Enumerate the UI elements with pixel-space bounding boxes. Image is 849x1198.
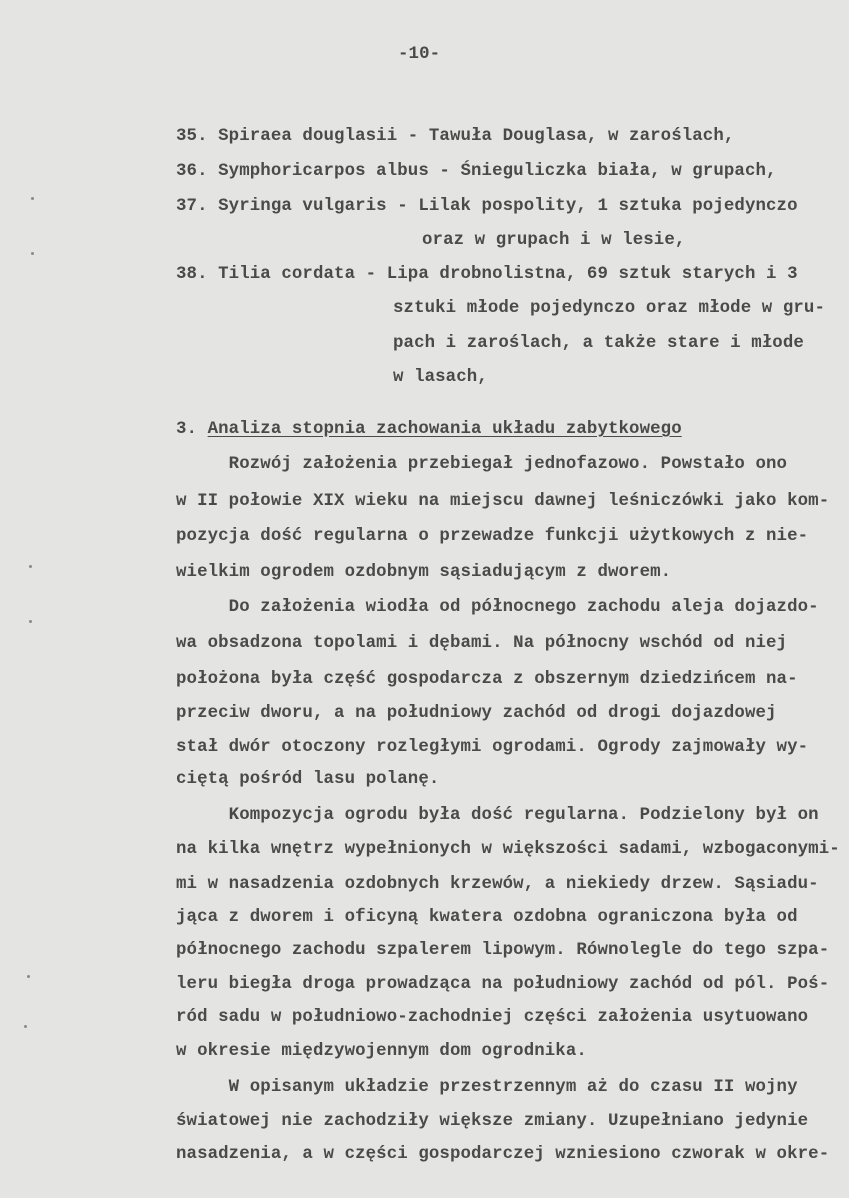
section-title: Analiza stopnia zachowania układu zabytkowego [207,420,682,439]
text-line: ród sadu w południowo-zachodniej części założenia usytuowano [176,1008,809,1027]
text-line: Kompozycja ogrodu była dość regularna. Podzielony był on [176,806,819,825]
text-line: przeciw dworu, a na południowy zachód od drogi dojazdowej [176,704,777,723]
text-line: wielkim ogrodem ozdobnym sąsiadującym z dworem. [176,563,672,582]
text-line: w II połowie XIX wieku na miejscu dawnej leśniczówki jako kom- [176,492,830,511]
margin-mark [31,252,34,255]
text-line: nasadzenia, a w części gospodarczej wzniesiono czworak w okre- [176,1145,830,1164]
list-item-continuation: pach i zaroślach, a także stare i młode [393,334,804,353]
text-line: na kilka wnętrz wypełnionych w większości sadami, wzbogaconymi- [176,840,840,859]
text-line: leru biegła droga prowadząca na południowy zachód od pól. Poś- [176,975,830,994]
list-item: 38. Tilia cordata - Lipa drobnolistna, 69 sztuk starych i 3 [176,265,798,284]
text-line: ciętą pośród lasu polanę. [176,770,440,789]
text-line: pozycja dość regularna o przewadze funkcji użytkowych z nie- [176,527,809,546]
text-line: jąca z dworem i oficyną kwatera ozdobna ograniczona była od [176,908,798,927]
list-item: 37. Syringa vulgaris - Lilak pospolity, 1 sztuka pojedynczo [176,197,798,216]
text-line: stał dwór otoczony rozległymi ogrodami. Ogrody zajmowały wy- [176,738,809,757]
margin-mark [27,975,30,978]
margin-mark [29,565,32,568]
text-line: Do założenia wiodła od północnego zachodu aleja dojazdo- [176,598,819,617]
text-line: światowej nie zachodziły większe zmiany. Uzupełniano jedynie [176,1112,809,1131]
text-line: mi w nasadzenia ozdobnych krzewów, a niekiedy drzew. Sąsiadu- [176,875,819,894]
text-line: położona była część gospodarcza z obszernym dziedzińcem na- [176,670,798,689]
margin-mark [24,1025,27,1028]
text-line: w okresie międzywojennym dom ogrodnika. [176,1042,587,1061]
list-item: 36. Symphoricarpos albus - Śnieguliczka biała, w grupach, [176,162,777,181]
list-item-continuation: sztuki młode pojedynczo oraz młode w gru- [393,299,825,318]
text-line: Rozwój założenia przebiegał jednofazowo. Powstało ono [176,455,788,474]
text-line: W opisanym układzie przestrzennym aż do czasu II wojny [176,1078,798,1097]
section-number: 3. [176,420,208,439]
list-item: 35. Spiraea douglasii - Tawuła Douglasa, w zaroślach, [176,127,735,146]
text-line: wa obsadzona topolami i dębami. Na północny wschód od niej [176,634,788,653]
margin-mark [31,197,34,200]
page-number: -10- [398,45,441,64]
list-item-continuation: w lasach, [393,368,488,387]
margin-mark [29,620,32,623]
section-heading [176,419,682,441]
list-item-continuation: oraz w grupach i w lesie, [422,231,686,250]
text-line: północnego zachodu szpalerem lipowym. Równolegle do tego szpa- [176,941,830,960]
